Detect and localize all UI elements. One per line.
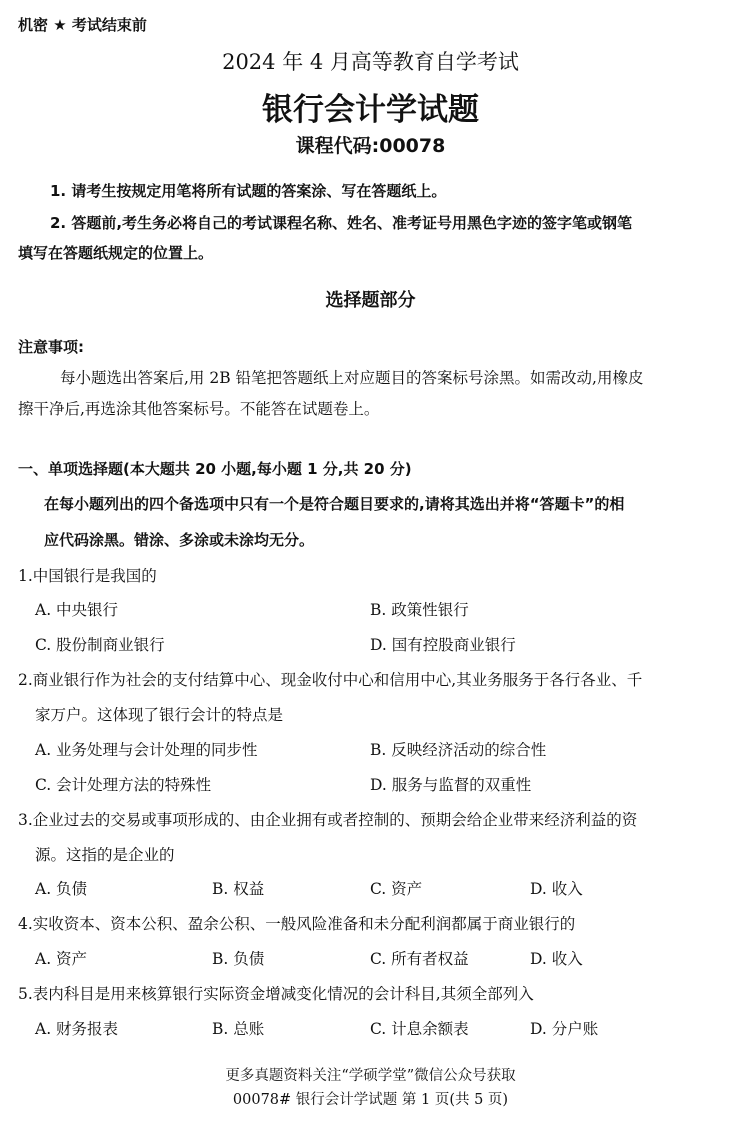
confidential-label: 机密 ★ 考试结束前 <box>18 16 147 34</box>
part1-title: 一、单项选择题(本大题共 20 小题,每小题 1 分,共 20 分) <box>18 460 412 478</box>
course-code: 课程代码:00078 <box>295 135 446 157</box>
instruction-2-line1: 2. 答题前,考生务必将自己的考试课程名称、姓名、准考证号用黑色字迹的签字笔或钢笔 <box>50 214 633 232</box>
footer-page-info: 00078# 银行会计学试题 第 1 页(共 5 页) <box>232 1092 509 1108</box>
question-1-option-a: A. 中央银行 <box>35 601 119 619</box>
question-1-option-d: D. 国有控股商业银行 <box>370 636 516 654</box>
question-2-option-a: A. 业务处理与会计处理的同步性 <box>35 741 258 759</box>
question-3-option-a: A. 负债 <box>35 880 88 898</box>
question-3-option-b: B. 权益 <box>212 880 265 898</box>
part1-desc-line1: 在每小题列出的四个备选项中只有一个是符合题目要求的,请将其选出并将“答题卡”的相 <box>44 495 625 513</box>
section-title: 选择题部分 <box>325 290 416 311</box>
instruction-1: 1. 请考生按规定用笔将所有试题的答案涂、写在答题纸上。 <box>50 182 447 200</box>
question-5-option-c: C. 计息余额表 <box>370 1020 469 1038</box>
part1-desc-line2: 应代码涂黑。错涂、多涂或未涂均无分。 <box>44 531 315 549</box>
question-1-option-c: C. 股份制商业银行 <box>35 636 165 654</box>
question-3-stem-line1: 3.企业过去的交易或事项形成的、由企业拥有或者控制的、预期会给企业带来经济利益的资 <box>18 811 638 829</box>
question-4-stem: 4.实收资本、资本公积、盈余公积、一般风险准备和未分配利润都属于商业银行的 <box>18 915 576 933</box>
question-1-option-b: B. 政策性银行 <box>370 601 469 619</box>
question-5-option-b: B. 总账 <box>212 1020 265 1038</box>
question-4-option-c: C. 所有者权益 <box>370 950 469 968</box>
notice-title: 注意事项: <box>18 338 84 356</box>
exam-title: 2024 年 4 月高等教育自学考试 <box>222 50 519 74</box>
question-2-option-c: C. 会计处理方法的特殊性 <box>35 776 212 794</box>
question-2-stem-line2: 家万户。这体现了银行会计的特点是 <box>35 706 284 724</box>
instruction-2-line2: 填写在答题纸规定的位置上。 <box>18 244 214 262</box>
question-4-option-b: B. 负债 <box>212 950 265 968</box>
question-1-stem: 1.中国银行是我国的 <box>18 567 157 585</box>
question-3-stem-line2: 源。这指的是企业的 <box>35 846 175 864</box>
question-4-option-a: A. 资产 <box>35 950 88 968</box>
question-5-stem: 5.表内科目是用来核算银行实际资金增减变化情况的会计科目,其须全部列入 <box>18 985 534 1003</box>
question-2-option-d: D. 服务与监督的双重性 <box>370 776 532 794</box>
question-5-option-a: A. 财务报表 <box>35 1020 119 1038</box>
question-4-option-d: D. 收入 <box>530 950 583 968</box>
notice-line1: 每小题选出答案后,用 2B 铅笔把答题纸上对应题目的答案标号涂黑。如需改动,用橡皮 <box>60 369 644 387</box>
question-5-option-d: D. 分户账 <box>530 1020 599 1038</box>
question-2-option-b: B. 反映经济活动的综合性 <box>370 741 547 759</box>
footer-promo: 更多真题资料关注“学硕学堂”微信公众号获取 <box>225 1068 516 1084</box>
subject-title: 银行会计学试题 <box>262 92 479 128</box>
question-3-option-c: C. 资产 <box>370 880 423 898</box>
notice-line2: 擦干净后,再选涂其他答案标号。不能答在试题卷上。 <box>18 400 380 418</box>
question-2-stem-line1: 2.商业银行作为社会的支付结算中心、现金收付中心和信用中心,其业务服务于各行各业、千 <box>18 671 643 689</box>
question-3-option-d: D. 收入 <box>530 880 583 898</box>
